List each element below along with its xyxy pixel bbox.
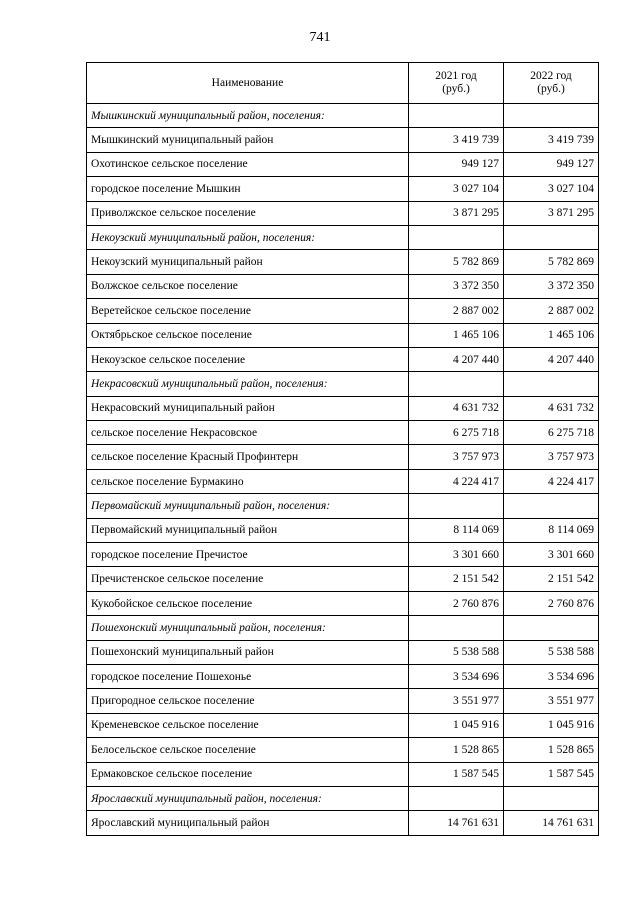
row-name: Волжское сельское поселение <box>87 274 409 298</box>
row-name: городское поселение Пречистое <box>87 543 409 567</box>
row-name: Октябрьское сельское поселение <box>87 323 409 347</box>
row-value-2021: 2 760 876 <box>409 591 504 615</box>
row-name: Приволжское сельское поселение <box>87 201 409 225</box>
row-value-2022 <box>504 372 599 396</box>
table-row <box>87 274 599 298</box>
row-value-2022: 4 631 732 <box>504 396 599 420</box>
table-row <box>87 591 599 615</box>
row-value-2021: 1 587 545 <box>409 762 504 786</box>
row-name: Кукобойское сельское поселение <box>87 591 409 615</box>
row-name: Мышкинский муниципальный район, поселения: <box>87 104 409 128</box>
row-name: городское поселение Пошехонье <box>87 664 409 688</box>
row-value-2022: 5 538 588 <box>504 640 599 664</box>
table-header-row <box>87 63 599 104</box>
row-value-2022: 3 551 977 <box>504 689 599 713</box>
row-value-2022: 2 887 002 <box>504 299 599 323</box>
row-value-2021: 5 538 588 <box>409 640 504 664</box>
table-row <box>87 713 599 737</box>
table-row <box>87 445 599 469</box>
table-row <box>87 201 599 225</box>
row-name: Охотинское сельское поселение <box>87 152 409 176</box>
row-value-2021: 1 045 916 <box>409 713 504 737</box>
table-row <box>87 347 599 371</box>
row-value-2021: 3 871 295 <box>409 201 504 225</box>
row-value-2022 <box>504 616 599 640</box>
row-name: Мышкинский муниципальный район <box>87 128 409 152</box>
row-value-2022: 4 224 417 <box>504 469 599 493</box>
row-name: Ярославский муниципальный район, поселения: <box>87 786 409 810</box>
column-header-2021-unit: (руб.) <box>442 83 470 95</box>
row-value-2021 <box>409 104 504 128</box>
row-value-2021: 3 301 660 <box>409 543 504 567</box>
row-value-2022: 3 419 739 <box>504 128 599 152</box>
table-row <box>87 396 599 420</box>
row-name: Некоузский муниципальный район <box>87 250 409 274</box>
row-value-2021: 3 419 739 <box>409 128 504 152</box>
row-value-2021: 8 114 069 <box>409 518 504 542</box>
row-name: Пречистенское сельское поселение <box>87 567 409 591</box>
table-group-row <box>87 104 599 128</box>
table-row <box>87 128 599 152</box>
row-value-2022: 8 114 069 <box>504 518 599 542</box>
column-header-2021 <box>409 63 504 104</box>
row-value-2022: 1 465 106 <box>504 323 599 347</box>
row-value-2021 <box>409 372 504 396</box>
table-group-row <box>87 372 599 396</box>
row-name: Кременевское сельское поселение <box>87 713 409 737</box>
table-row <box>87 689 599 713</box>
row-value-2022 <box>504 225 599 249</box>
table-row <box>87 567 599 591</box>
row-name: сельское поселение Красный Профинтерн <box>87 445 409 469</box>
row-value-2022: 6 275 718 <box>504 421 599 445</box>
row-value-2021 <box>409 786 504 810</box>
row-name: Некрасовский муниципальный район, поселения: <box>87 372 409 396</box>
row-name: Пошехонский муниципальный район <box>87 640 409 664</box>
row-value-2021 <box>409 225 504 249</box>
row-value-2022: 14 761 631 <box>504 811 599 835</box>
table-row <box>87 469 599 493</box>
row-value-2022: 3 301 660 <box>504 543 599 567</box>
row-value-2021: 2 887 002 <box>409 299 504 323</box>
row-value-2022: 2 760 876 <box>504 591 599 615</box>
row-value-2021: 3 551 977 <box>409 689 504 713</box>
row-name: Некрасовский муниципальный район <box>87 396 409 420</box>
table-group-row <box>87 494 599 518</box>
row-value-2021: 5 782 869 <box>409 250 504 274</box>
row-name: Пригородное сельское поселение <box>87 689 409 713</box>
row-value-2021: 3 757 973 <box>409 445 504 469</box>
column-header-2022-unit: (руб.) <box>537 83 565 95</box>
row-value-2022 <box>504 104 599 128</box>
row-value-2021: 6 275 718 <box>409 421 504 445</box>
row-name: Белосельское сельское поселение <box>87 738 409 762</box>
table-row <box>87 177 599 201</box>
column-header-name-label: Наименование <box>211 76 284 89</box>
page-number: 741 <box>309 30 331 45</box>
row-name: Пошехонский муниципальный район, поселения: <box>87 616 409 640</box>
table-row <box>87 640 599 664</box>
row-name: Некоузское сельское поселение <box>87 347 409 371</box>
column-header-2022 <box>504 63 599 104</box>
row-value-2022: 1 587 545 <box>504 762 599 786</box>
row-value-2021 <box>409 616 504 640</box>
column-header-2022-year: 2022 год <box>530 70 572 82</box>
table-row <box>87 299 599 323</box>
row-value-2022: 2 151 542 <box>504 567 599 591</box>
row-name: сельское поселение Некрасовское <box>87 421 409 445</box>
table-row <box>87 543 599 567</box>
row-name: Первомайский муниципальный район <box>87 518 409 542</box>
row-name: Ярославский муниципальный район <box>87 811 409 835</box>
row-value-2022 <box>504 494 599 518</box>
table-row <box>87 421 599 445</box>
row-value-2022 <box>504 786 599 810</box>
table-row <box>87 323 599 347</box>
row-value-2021: 3 534 696 <box>409 664 504 688</box>
table-row <box>87 152 599 176</box>
row-value-2021: 14 761 631 <box>409 811 504 835</box>
row-name: Ермаковское сельское поселение <box>87 762 409 786</box>
row-value-2021: 949 127 <box>409 152 504 176</box>
row-value-2021: 1 528 865 <box>409 738 504 762</box>
row-name: Первомайский муниципальный район, поселения: <box>87 494 409 518</box>
row-value-2021: 3 027 104 <box>409 177 504 201</box>
row-value-2022: 4 207 440 <box>504 347 599 371</box>
row-name: Некоузский муниципальный район, поселения: <box>87 225 409 249</box>
row-value-2021: 4 631 732 <box>409 396 504 420</box>
column-header-2021-year: 2021 год <box>435 70 477 82</box>
row-value-2022: 3 757 973 <box>504 445 599 469</box>
table-row <box>87 811 599 835</box>
row-value-2022: 1 528 865 <box>504 738 599 762</box>
row-name: городское поселение Мышкин <box>87 177 409 201</box>
row-value-2022: 949 127 <box>504 152 599 176</box>
table-group-row <box>87 225 599 249</box>
row-value-2021: 4 224 417 <box>409 469 504 493</box>
table-row <box>87 518 599 542</box>
row-value-2022: 3 027 104 <box>504 177 599 201</box>
row-value-2022: 3 372 350 <box>504 274 599 298</box>
row-value-2021 <box>409 494 504 518</box>
row-name: Веретейское сельское поселение <box>87 299 409 323</box>
budget-table <box>86 62 599 836</box>
row-value-2021: 2 151 542 <box>409 567 504 591</box>
row-value-2022: 1 045 916 <box>504 713 599 737</box>
table-row <box>87 762 599 786</box>
table-row <box>87 664 599 688</box>
table-row <box>87 250 599 274</box>
row-value-2022: 3 871 295 <box>504 201 599 225</box>
table-group-row <box>87 786 599 810</box>
row-value-2021: 3 372 350 <box>409 274 504 298</box>
table-group-row <box>87 616 599 640</box>
row-value-2021: 1 465 106 <box>409 323 504 347</box>
row-value-2022: 3 534 696 <box>504 664 599 688</box>
row-value-2022: 5 782 869 <box>504 250 599 274</box>
column-header-name <box>87 63 409 104</box>
row-name: сельское поселение Бурмакино <box>87 469 409 493</box>
row-value-2021: 4 207 440 <box>409 347 504 371</box>
table-row <box>87 738 599 762</box>
